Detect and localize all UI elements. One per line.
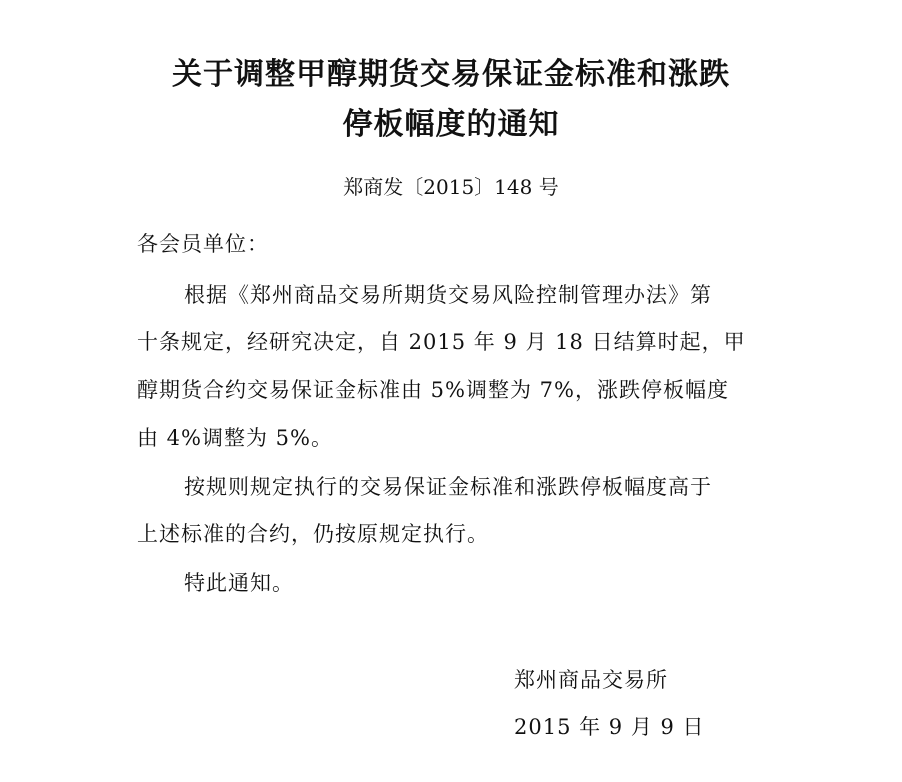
notice-title-line-1: 关于调整甲醇期货交易保证金标准和涨跌 [172,57,730,92]
paragraph-2-line-2: 上述标准的合约，仍按原规定执行。 [137,522,489,546]
paragraph-2-line-1: 按规则规定执行的交易保证金标准和涨跌停板幅度高于 [184,475,712,499]
issue-date: 2015 年 9 月 9 日 [514,715,705,739]
document-number: 郑商发〔2015〕148 号 [343,175,559,199]
salutation: 各会员单位： [137,232,269,256]
paragraph-1-line-2: 十条规定，经研究决定，自 2015 年 9 月 18 日结算时起，甲 [137,330,746,354]
paragraph-1-line-3: 醇期货合约交易保证金标准由 5%调整为 7%，涨跌停板幅度 [137,378,729,402]
notice-title-line-2: 停板幅度的通知 [342,107,560,142]
paragraph-1-line-4: 由 4%调整为 5%。 [137,426,333,450]
issuer-signature: 郑州商品交易所 [514,668,668,692]
paragraph-1-line-1: 根据《郑州商品交易所期货交易风险控制管理办法》第 [184,283,712,307]
closing-remark: 特此通知。 [184,571,294,595]
